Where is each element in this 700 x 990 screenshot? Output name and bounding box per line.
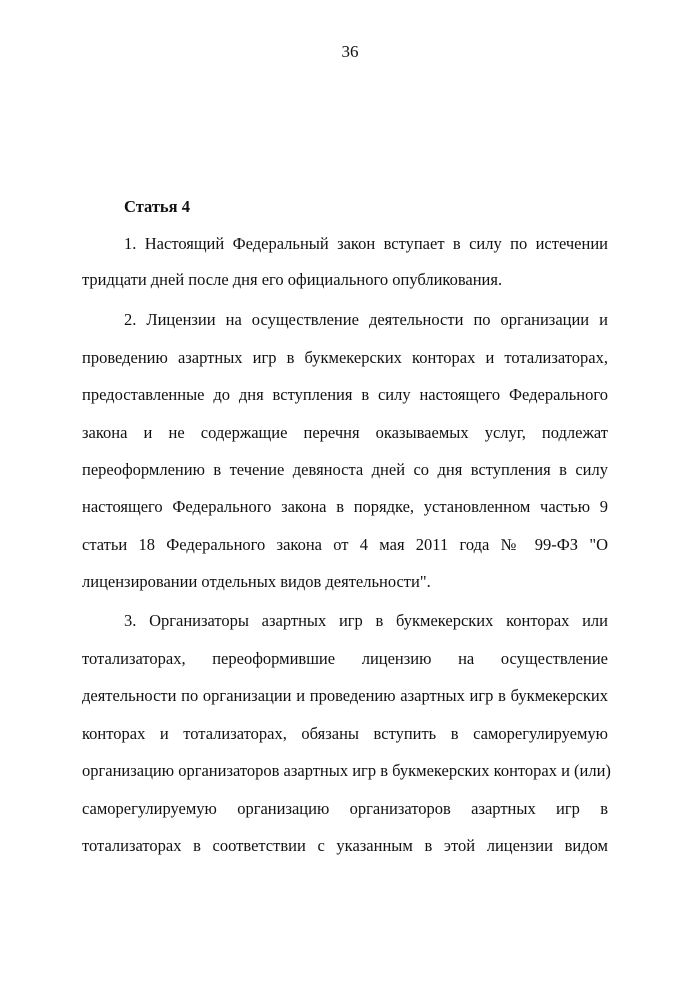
paragraph-2-line-6: настоящего Федерального закона в порядке, установленном частью 9 <box>82 497 608 516</box>
paragraph-3-line-1: 3. Организаторы азартных игр в букмекерских конторах или <box>124 611 608 630</box>
article-title: Статья 4 <box>124 197 190 216</box>
page-number: 36 <box>341 42 359 61</box>
paragraph-2-line-7: статьи 18 Федерального закона от 4 мая 2011 года № 99-ФЗ "О <box>82 535 608 554</box>
paragraph-3-line-6: саморегулируемую организацию организаторов азартных игр в <box>82 799 608 818</box>
paragraph-2-line-2: проведению азартных игр в букмекерских конторах и тотализаторах, <box>82 348 608 367</box>
paragraph-3-line-2: тотализаторах, переоформившие лицензию на осуществление <box>82 649 608 668</box>
paragraph-2-line-3: предоставленные до дня вступления в силу настоящего Федерального <box>82 385 608 404</box>
paragraph-3-line-3: деятельности по организации и проведению азартных игр в букмекерских <box>82 686 608 705</box>
paragraph-2-line-1: 2. Лицензии на осуществление деятельности по организации и <box>124 310 608 329</box>
paragraph-1-line-1: 1. Настоящий Федеральный закон вступает в силу по истечении <box>124 234 608 253</box>
paragraph-3-line-5: организацию организаторов азартных игр в букмекерских конторах и (или) <box>82 761 611 780</box>
paragraph-2-line-5: переоформлению в течение девяноста дней со дня вступления в силу <box>82 460 608 479</box>
paragraph-1-line-2: тридцати дней после дня его официального опубликования. <box>82 270 503 289</box>
paragraph-3-line-7: тотализаторах в соответствии с указанным в этой лицензии видом <box>82 836 608 855</box>
paragraph-3-line-4: конторах и тотализаторах, обязаны вступить в саморегулируемую <box>82 724 608 743</box>
paragraph-2-line-8: лицензировании отдельных видов деятельности". <box>82 572 431 591</box>
paragraph-2-line-4: закона и не содержащие перечня оказываемых услуг, подлежат <box>82 423 608 442</box>
